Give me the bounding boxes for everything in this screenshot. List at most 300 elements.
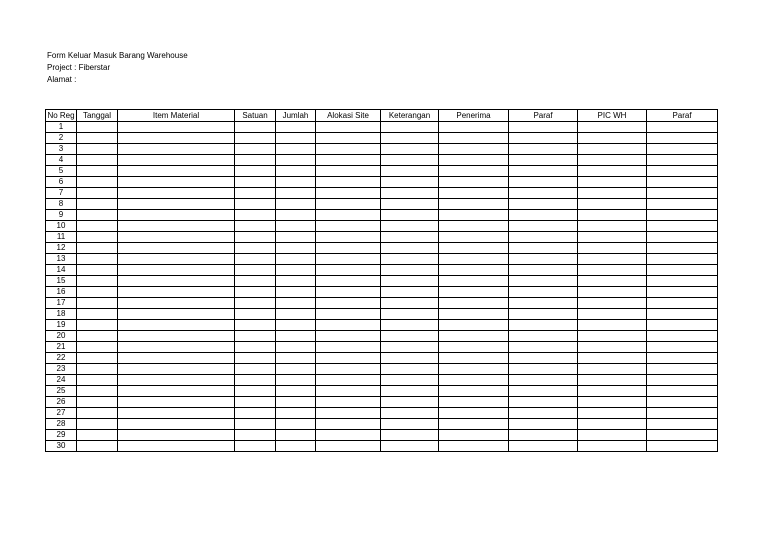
- table-cell[interactable]: [578, 342, 647, 353]
- table-cell[interactable]: [439, 342, 509, 353]
- table-cell[interactable]: [509, 386, 578, 397]
- table-cell[interactable]: [316, 298, 381, 309]
- table-cell[interactable]: [381, 364, 439, 375]
- table-cell[interactable]: [509, 397, 578, 408]
- table-cell[interactable]: [276, 210, 316, 221]
- table-cell[interactable]: [118, 430, 235, 441]
- table-cell[interactable]: [578, 364, 647, 375]
- table-cell[interactable]: [381, 353, 439, 364]
- table-cell[interactable]: [578, 166, 647, 177]
- table-cell[interactable]: [118, 155, 235, 166]
- table-cell[interactable]: [118, 122, 235, 133]
- table-cell[interactable]: [381, 419, 439, 430]
- table-cell[interactable]: [381, 144, 439, 155]
- table-cell[interactable]: [647, 298, 718, 309]
- table-cell[interactable]: [77, 221, 118, 232]
- table-cell[interactable]: [647, 419, 718, 430]
- table-cell[interactable]: [381, 188, 439, 199]
- table-cell[interactable]: [276, 375, 316, 386]
- table-cell[interactable]: [381, 177, 439, 188]
- table-cell[interactable]: [118, 133, 235, 144]
- table-cell[interactable]: [235, 298, 276, 309]
- table-cell[interactable]: [316, 232, 381, 243]
- table-cell[interactable]: [578, 243, 647, 254]
- table-cell[interactable]: [276, 221, 316, 232]
- table-cell[interactable]: [77, 243, 118, 254]
- table-cell[interactable]: [578, 331, 647, 342]
- table-cell[interactable]: [276, 331, 316, 342]
- table-cell[interactable]: [316, 254, 381, 265]
- table-cell[interactable]: [647, 430, 718, 441]
- table-cell[interactable]: [439, 364, 509, 375]
- table-cell[interactable]: [316, 221, 381, 232]
- table-cell[interactable]: [381, 276, 439, 287]
- table-cell[interactable]: [235, 243, 276, 254]
- table-cell[interactable]: [509, 298, 578, 309]
- table-cell[interactable]: [235, 342, 276, 353]
- table-cell[interactable]: [439, 166, 509, 177]
- table-cell[interactable]: [439, 133, 509, 144]
- table-cell[interactable]: [276, 122, 316, 133]
- table-cell[interactable]: [578, 419, 647, 430]
- table-cell[interactable]: [118, 386, 235, 397]
- table-cell[interactable]: [578, 441, 647, 452]
- table-cell[interactable]: [439, 155, 509, 166]
- table-cell[interactable]: [578, 430, 647, 441]
- table-cell[interactable]: [235, 155, 276, 166]
- table-cell[interactable]: [439, 331, 509, 342]
- table-cell[interactable]: [381, 287, 439, 298]
- table-cell[interactable]: [316, 397, 381, 408]
- table-cell[interactable]: [578, 353, 647, 364]
- table-cell[interactable]: [77, 353, 118, 364]
- table-cell[interactable]: [578, 199, 647, 210]
- table-cell[interactable]: [235, 254, 276, 265]
- table-cell[interactable]: [316, 331, 381, 342]
- table-cell[interactable]: [509, 276, 578, 287]
- table-cell[interactable]: [439, 353, 509, 364]
- table-cell[interactable]: [235, 232, 276, 243]
- table-cell[interactable]: [77, 331, 118, 342]
- table-cell[interactable]: [316, 408, 381, 419]
- table-cell[interactable]: [77, 133, 118, 144]
- table-cell[interactable]: [647, 353, 718, 364]
- table-cell[interactable]: [439, 199, 509, 210]
- table-cell[interactable]: [77, 155, 118, 166]
- table-cell[interactable]: [77, 210, 118, 221]
- table-cell[interactable]: [381, 320, 439, 331]
- table-cell[interactable]: [439, 232, 509, 243]
- table-cell[interactable]: [235, 166, 276, 177]
- table-cell[interactable]: [509, 430, 578, 441]
- table-cell[interactable]: [235, 331, 276, 342]
- table-cell[interactable]: [235, 144, 276, 155]
- table-cell[interactable]: [118, 177, 235, 188]
- table-cell[interactable]: [439, 298, 509, 309]
- table-cell[interactable]: [647, 320, 718, 331]
- table-cell[interactable]: [439, 177, 509, 188]
- table-cell[interactable]: [509, 243, 578, 254]
- table-cell[interactable]: [235, 353, 276, 364]
- table-cell[interactable]: [647, 375, 718, 386]
- table-cell[interactable]: [578, 375, 647, 386]
- table-cell[interactable]: [276, 320, 316, 331]
- table-cell[interactable]: [381, 265, 439, 276]
- table-cell[interactable]: [77, 144, 118, 155]
- table-cell[interactable]: [316, 309, 381, 320]
- table-cell[interactable]: [578, 144, 647, 155]
- table-cell[interactable]: [77, 309, 118, 320]
- table-cell[interactable]: [578, 298, 647, 309]
- table-cell[interactable]: [276, 155, 316, 166]
- table-cell[interactable]: [647, 210, 718, 221]
- table-cell[interactable]: [316, 122, 381, 133]
- table-cell[interactable]: [578, 254, 647, 265]
- table-cell[interactable]: [647, 122, 718, 133]
- table-cell[interactable]: [276, 397, 316, 408]
- table-cell[interactable]: [235, 276, 276, 287]
- table-cell[interactable]: [235, 265, 276, 276]
- table-cell[interactable]: [316, 342, 381, 353]
- table-cell[interactable]: [578, 276, 647, 287]
- table-cell[interactable]: [509, 155, 578, 166]
- table-cell[interactable]: [118, 199, 235, 210]
- table-cell[interactable]: [118, 342, 235, 353]
- table-cell[interactable]: [381, 298, 439, 309]
- table-cell[interactable]: [235, 408, 276, 419]
- table-cell[interactable]: [118, 221, 235, 232]
- table-cell[interactable]: [316, 265, 381, 276]
- table-cell[interactable]: [118, 397, 235, 408]
- table-cell[interactable]: [509, 331, 578, 342]
- table-cell[interactable]: [118, 309, 235, 320]
- table-cell[interactable]: [316, 287, 381, 298]
- table-cell[interactable]: [235, 397, 276, 408]
- table-cell[interactable]: [578, 155, 647, 166]
- table-cell[interactable]: [316, 166, 381, 177]
- table-cell[interactable]: [77, 166, 118, 177]
- table-cell[interactable]: [647, 397, 718, 408]
- table-cell[interactable]: [509, 342, 578, 353]
- table-cell[interactable]: [509, 265, 578, 276]
- table-cell[interactable]: [578, 320, 647, 331]
- table-cell[interactable]: [77, 419, 118, 430]
- table-cell[interactable]: [316, 441, 381, 452]
- table-cell[interactable]: [118, 243, 235, 254]
- table-cell[interactable]: [381, 342, 439, 353]
- table-cell[interactable]: [647, 309, 718, 320]
- table-cell[interactable]: [578, 265, 647, 276]
- table-cell[interactable]: [276, 441, 316, 452]
- table-cell[interactable]: [276, 243, 316, 254]
- table-cell[interactable]: [118, 287, 235, 298]
- table-cell[interactable]: [77, 364, 118, 375]
- table-cell[interactable]: [276, 133, 316, 144]
- table-cell[interactable]: [509, 133, 578, 144]
- table-cell[interactable]: [381, 430, 439, 441]
- table-cell[interactable]: [276, 364, 316, 375]
- table-cell[interactable]: [316, 364, 381, 375]
- table-cell[interactable]: [647, 232, 718, 243]
- table-cell[interactable]: [509, 232, 578, 243]
- table-cell[interactable]: [439, 221, 509, 232]
- table-cell[interactable]: [276, 199, 316, 210]
- table-cell[interactable]: [118, 265, 235, 276]
- table-cell[interactable]: [118, 408, 235, 419]
- table-cell[interactable]: [439, 430, 509, 441]
- table-cell[interactable]: [439, 287, 509, 298]
- table-cell[interactable]: [509, 177, 578, 188]
- table-cell[interactable]: [77, 320, 118, 331]
- table-cell[interactable]: [118, 298, 235, 309]
- table-cell[interactable]: [578, 232, 647, 243]
- table-cell[interactable]: [439, 122, 509, 133]
- table-cell[interactable]: [647, 221, 718, 232]
- table-cell[interactable]: [276, 265, 316, 276]
- table-cell[interactable]: [647, 441, 718, 452]
- table-cell[interactable]: [509, 144, 578, 155]
- table-cell[interactable]: [276, 232, 316, 243]
- table-cell[interactable]: [381, 243, 439, 254]
- table-cell[interactable]: [578, 221, 647, 232]
- table-cell[interactable]: [509, 210, 578, 221]
- table-cell[interactable]: [118, 188, 235, 199]
- table-cell[interactable]: [647, 243, 718, 254]
- table-cell[interactable]: [381, 166, 439, 177]
- table-cell[interactable]: [509, 408, 578, 419]
- table-cell[interactable]: [77, 199, 118, 210]
- table-cell[interactable]: [381, 309, 439, 320]
- table-cell[interactable]: [276, 177, 316, 188]
- table-cell[interactable]: [77, 386, 118, 397]
- table-cell[interactable]: [509, 188, 578, 199]
- table-cell[interactable]: [316, 419, 381, 430]
- table-cell[interactable]: [235, 188, 276, 199]
- table-cell[interactable]: [439, 386, 509, 397]
- table-cell[interactable]: [276, 386, 316, 397]
- table-cell[interactable]: [509, 221, 578, 232]
- table-cell[interactable]: [439, 243, 509, 254]
- table-cell[interactable]: [77, 265, 118, 276]
- table-cell[interactable]: [509, 375, 578, 386]
- table-cell[interactable]: [235, 177, 276, 188]
- table-cell[interactable]: [578, 386, 647, 397]
- table-cell[interactable]: [439, 210, 509, 221]
- table-cell[interactable]: [276, 276, 316, 287]
- table-cell[interactable]: [118, 144, 235, 155]
- table-cell[interactable]: [381, 386, 439, 397]
- table-cell[interactable]: [381, 397, 439, 408]
- table-cell[interactable]: [235, 210, 276, 221]
- table-cell[interactable]: [276, 144, 316, 155]
- table-cell[interactable]: [276, 188, 316, 199]
- table-cell[interactable]: [118, 419, 235, 430]
- table-cell[interactable]: [235, 419, 276, 430]
- table-cell[interactable]: [381, 221, 439, 232]
- table-cell[interactable]: [439, 254, 509, 265]
- table-cell[interactable]: [647, 199, 718, 210]
- table-cell[interactable]: [77, 298, 118, 309]
- table-cell[interactable]: [77, 408, 118, 419]
- table-cell[interactable]: [77, 342, 118, 353]
- table-cell[interactable]: [235, 199, 276, 210]
- table-cell[interactable]: [235, 441, 276, 452]
- table-cell[interactable]: [578, 408, 647, 419]
- table-cell[interactable]: [647, 408, 718, 419]
- table-cell[interactable]: [381, 408, 439, 419]
- table-cell[interactable]: [235, 287, 276, 298]
- table-cell[interactable]: [276, 342, 316, 353]
- table-cell[interactable]: [235, 309, 276, 320]
- table-cell[interactable]: [509, 441, 578, 452]
- table-cell[interactable]: [316, 386, 381, 397]
- table-cell[interactable]: [509, 287, 578, 298]
- table-cell[interactable]: [77, 122, 118, 133]
- table-cell[interactable]: [578, 309, 647, 320]
- table-cell[interactable]: [77, 254, 118, 265]
- table-cell[interactable]: [381, 155, 439, 166]
- table-cell[interactable]: [118, 364, 235, 375]
- table-cell[interactable]: [509, 353, 578, 364]
- table-cell[interactable]: [77, 276, 118, 287]
- table-cell[interactable]: [276, 353, 316, 364]
- table-cell[interactable]: [118, 441, 235, 452]
- table-cell[interactable]: [276, 254, 316, 265]
- table-cell[interactable]: [77, 397, 118, 408]
- table-cell[interactable]: [381, 122, 439, 133]
- table-cell[interactable]: [647, 287, 718, 298]
- table-cell[interactable]: [316, 243, 381, 254]
- table-cell[interactable]: [509, 364, 578, 375]
- table-cell[interactable]: [381, 254, 439, 265]
- table-cell[interactable]: [235, 364, 276, 375]
- table-cell[interactable]: [439, 408, 509, 419]
- table-cell[interactable]: [316, 276, 381, 287]
- table-cell[interactable]: [118, 210, 235, 221]
- table-cell[interactable]: [578, 397, 647, 408]
- table-cell[interactable]: [647, 254, 718, 265]
- table-cell[interactable]: [439, 309, 509, 320]
- table-cell[interactable]: [316, 430, 381, 441]
- table-cell[interactable]: [118, 320, 235, 331]
- table-cell[interactable]: [381, 232, 439, 243]
- table-cell[interactable]: [381, 199, 439, 210]
- table-cell[interactable]: [509, 122, 578, 133]
- table-cell[interactable]: [235, 386, 276, 397]
- table-cell[interactable]: [509, 254, 578, 265]
- table-cell[interactable]: [647, 265, 718, 276]
- table-cell[interactable]: [235, 430, 276, 441]
- table-cell[interactable]: [578, 133, 647, 144]
- table-cell[interactable]: [276, 419, 316, 430]
- table-cell[interactable]: [118, 254, 235, 265]
- table-cell[interactable]: [276, 166, 316, 177]
- table-cell[interactable]: [316, 144, 381, 155]
- table-cell[interactable]: [276, 430, 316, 441]
- table-cell[interactable]: [77, 188, 118, 199]
- table-cell[interactable]: [316, 188, 381, 199]
- table-cell[interactable]: [235, 122, 276, 133]
- table-cell[interactable]: [509, 320, 578, 331]
- table-cell[interactable]: [647, 386, 718, 397]
- table-cell[interactable]: [316, 155, 381, 166]
- table-cell[interactable]: [276, 408, 316, 419]
- table-cell[interactable]: [316, 353, 381, 364]
- table-cell[interactable]: [316, 177, 381, 188]
- table-cell[interactable]: [647, 342, 718, 353]
- table-cell[interactable]: [118, 166, 235, 177]
- table-cell[interactable]: [647, 188, 718, 199]
- table-cell[interactable]: [316, 375, 381, 386]
- table-cell[interactable]: [118, 353, 235, 364]
- table-cell[interactable]: [647, 364, 718, 375]
- table-cell[interactable]: [509, 419, 578, 430]
- table-cell[interactable]: [381, 210, 439, 221]
- table-cell[interactable]: [509, 166, 578, 177]
- table-cell[interactable]: [439, 375, 509, 386]
- table-cell[interactable]: [439, 320, 509, 331]
- table-cell[interactable]: [647, 331, 718, 342]
- table-cell[interactable]: [316, 133, 381, 144]
- table-cell[interactable]: [381, 133, 439, 144]
- table-cell[interactable]: [509, 309, 578, 320]
- table-cell[interactable]: [77, 232, 118, 243]
- table-cell[interactable]: [578, 210, 647, 221]
- table-cell[interactable]: [578, 177, 647, 188]
- table-cell[interactable]: [381, 375, 439, 386]
- table-cell[interactable]: [509, 199, 578, 210]
- table-cell[interactable]: [316, 199, 381, 210]
- table-cell[interactable]: [439, 188, 509, 199]
- table-cell[interactable]: [439, 265, 509, 276]
- table-cell[interactable]: [647, 144, 718, 155]
- table-cell[interactable]: [439, 397, 509, 408]
- table-cell[interactable]: [118, 375, 235, 386]
- table-cell[interactable]: [439, 144, 509, 155]
- table-cell[interactable]: [578, 287, 647, 298]
- table-cell[interactable]: [118, 276, 235, 287]
- table-cell[interactable]: [276, 298, 316, 309]
- table-cell[interactable]: [235, 133, 276, 144]
- table-cell[interactable]: [647, 166, 718, 177]
- table-cell[interactable]: [77, 430, 118, 441]
- table-cell[interactable]: [235, 375, 276, 386]
- table-cell[interactable]: [276, 309, 316, 320]
- table-cell[interactable]: [439, 441, 509, 452]
- table-cell[interactable]: [77, 287, 118, 298]
- table-cell[interactable]: [316, 320, 381, 331]
- table-cell[interactable]: [316, 210, 381, 221]
- table-cell[interactable]: [647, 177, 718, 188]
- table-cell[interactable]: [439, 419, 509, 430]
- table-cell[interactable]: [381, 441, 439, 452]
- table-cell[interactable]: [118, 331, 235, 342]
- table-cell[interactable]: [118, 232, 235, 243]
- table-cell[interactable]: [276, 287, 316, 298]
- table-cell[interactable]: [381, 331, 439, 342]
- table-cell[interactable]: [235, 221, 276, 232]
- table-cell[interactable]: [77, 441, 118, 452]
- table-cell[interactable]: [647, 276, 718, 287]
- table-cell[interactable]: [77, 375, 118, 386]
- table-cell[interactable]: [578, 122, 647, 133]
- table-cell[interactable]: [77, 177, 118, 188]
- table-cell[interactable]: [647, 155, 718, 166]
- table-cell[interactable]: [647, 133, 718, 144]
- table-cell[interactable]: [439, 276, 509, 287]
- table-cell[interactable]: [235, 320, 276, 331]
- table-cell[interactable]: [578, 188, 647, 199]
